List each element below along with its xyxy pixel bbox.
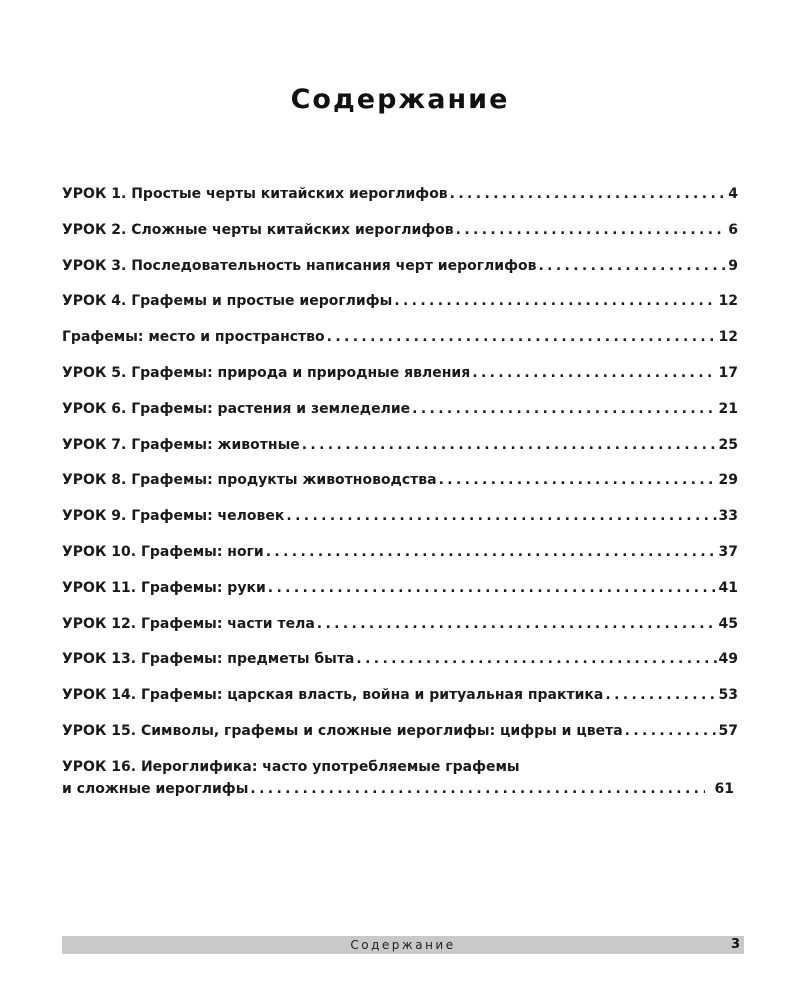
- toc-entry-page: 41: [718, 579, 738, 596]
- table-of-contents: [62, 183, 738, 814]
- dot-leader: [538, 255, 726, 277]
- toc-entry-label-line2: и сложные иероглифы: [62, 780, 249, 797]
- toc-entry-5[interactable]: [62, 326, 738, 348]
- toc-entry-14[interactable]: [62, 648, 738, 670]
- toc-entry-label: УРОК 10. Графемы: ноги: [62, 543, 264, 560]
- toc-entry-label: УРОК 12. Графемы: части тела: [62, 615, 315, 632]
- toc-entry-label: УРОК 3. Последовательность написания черт иероглифов: [62, 257, 537, 274]
- toc-entry-15[interactable]: [62, 684, 738, 706]
- toc-entry-3[interactable]: [62, 255, 738, 277]
- toc-entry-label: УРОК 9. Графемы: человек: [62, 508, 285, 525]
- toc-entry-page: 53: [718, 687, 738, 704]
- toc-entry-page: 17: [718, 364, 738, 381]
- dot-leader: [317, 613, 717, 635]
- toc-entry-9[interactable]: [62, 469, 738, 491]
- toc-entry-page: 57: [718, 722, 738, 739]
- toc-entry-4[interactable]: [62, 290, 738, 312]
- footer-bar: [62, 936, 744, 954]
- running-footer-title: Содержание: [350, 938, 456, 952]
- toc-entry-page: 49: [718, 651, 738, 668]
- toc-entry-page: 25: [718, 436, 738, 453]
- dot-leader: [250, 778, 704, 800]
- toc-entry-label: УРОК 5. Графемы: природа и природные явления: [62, 364, 471, 381]
- toc-entry-page: 33: [718, 508, 738, 525]
- toc-entry-page: 6: [728, 221, 738, 238]
- toc-entry-page: 9: [728, 257, 738, 274]
- toc-entry-label: УРОК 6. Графемы: растения и земледелие: [62, 400, 411, 417]
- toc-entry-page: 61: [714, 780, 734, 797]
- toc-entry-8[interactable]: [62, 434, 738, 456]
- dot-leader: [394, 290, 716, 312]
- dot-leader: [456, 219, 727, 241]
- toc-entry-13[interactable]: [62, 613, 738, 635]
- toc-entry-label-line1: УРОК 16. Иероглифика: часто употребляемые графемы: [62, 758, 520, 775]
- toc-entry-label: УРОК 11. Графемы: руки: [62, 579, 266, 596]
- toc-entry-label: Графемы: место и пространство: [62, 329, 325, 346]
- dot-leader: [286, 505, 716, 527]
- dot-leader: [439, 469, 717, 491]
- toc-entry-6[interactable]: [62, 362, 738, 384]
- dot-leader: [605, 684, 716, 706]
- dot-leader: [327, 326, 717, 348]
- dot-leader: [356, 648, 716, 670]
- toc-entry-page: 45: [718, 615, 738, 632]
- toc-entry-page: 21: [718, 400, 738, 417]
- toc-entry-16[interactable]: [62, 720, 738, 742]
- toc-entry-1[interactable]: [62, 183, 738, 205]
- dot-leader: [472, 362, 716, 384]
- toc-entry-label: УРОК 14. Графемы: царская власть, война и ритуальная практика: [62, 687, 604, 704]
- dot-leader: [625, 720, 717, 742]
- dot-leader: [302, 434, 717, 456]
- toc-entry-label: УРОК 2. Сложные черты китайских иероглифов: [62, 221, 454, 238]
- toc-entry-page: 12: [718, 293, 738, 310]
- toc-entry-label: УРОК 7. Графемы: животные: [62, 436, 300, 453]
- toc-entry-label: УРОК 13. Графемы: предметы быта: [62, 651, 355, 668]
- dot-leader: [412, 398, 716, 420]
- toc-entry-page: 37: [718, 543, 738, 560]
- toc-entry-12[interactable]: [62, 577, 738, 599]
- toc-entry-2[interactable]: [62, 219, 738, 241]
- dot-leader: [266, 541, 717, 563]
- page-number: 3: [730, 937, 740, 952]
- toc-entry-label: УРОК 4. Графемы и простые иероглифы: [62, 293, 393, 310]
- dot-leader: [268, 577, 717, 599]
- dot-leader: [450, 183, 727, 205]
- toc-entry-label: УРОК 8. Графемы: продукты животноводства: [62, 472, 437, 489]
- toc-entry-label: УРОК 15. Символы, графемы и сложные иероглифы: цифры и цвета: [62, 722, 623, 739]
- toc-entry-11[interactable]: [62, 541, 738, 563]
- page-title: Содержание: [290, 84, 510, 116]
- toc-entry-page: 29: [718, 472, 738, 489]
- toc-entry-label: УРОК 1. Простые черты китайских иероглифов: [62, 186, 448, 202]
- toc-entry-page: 12: [718, 329, 738, 346]
- toc-entry-7[interactable]: [62, 398, 738, 420]
- toc-entry-page: 4: [728, 186, 738, 202]
- toc-entry-17[interactable]: [62, 756, 738, 800]
- toc-entry-line2: [62, 778, 738, 800]
- toc-entry-10[interactable]: [62, 505, 738, 527]
